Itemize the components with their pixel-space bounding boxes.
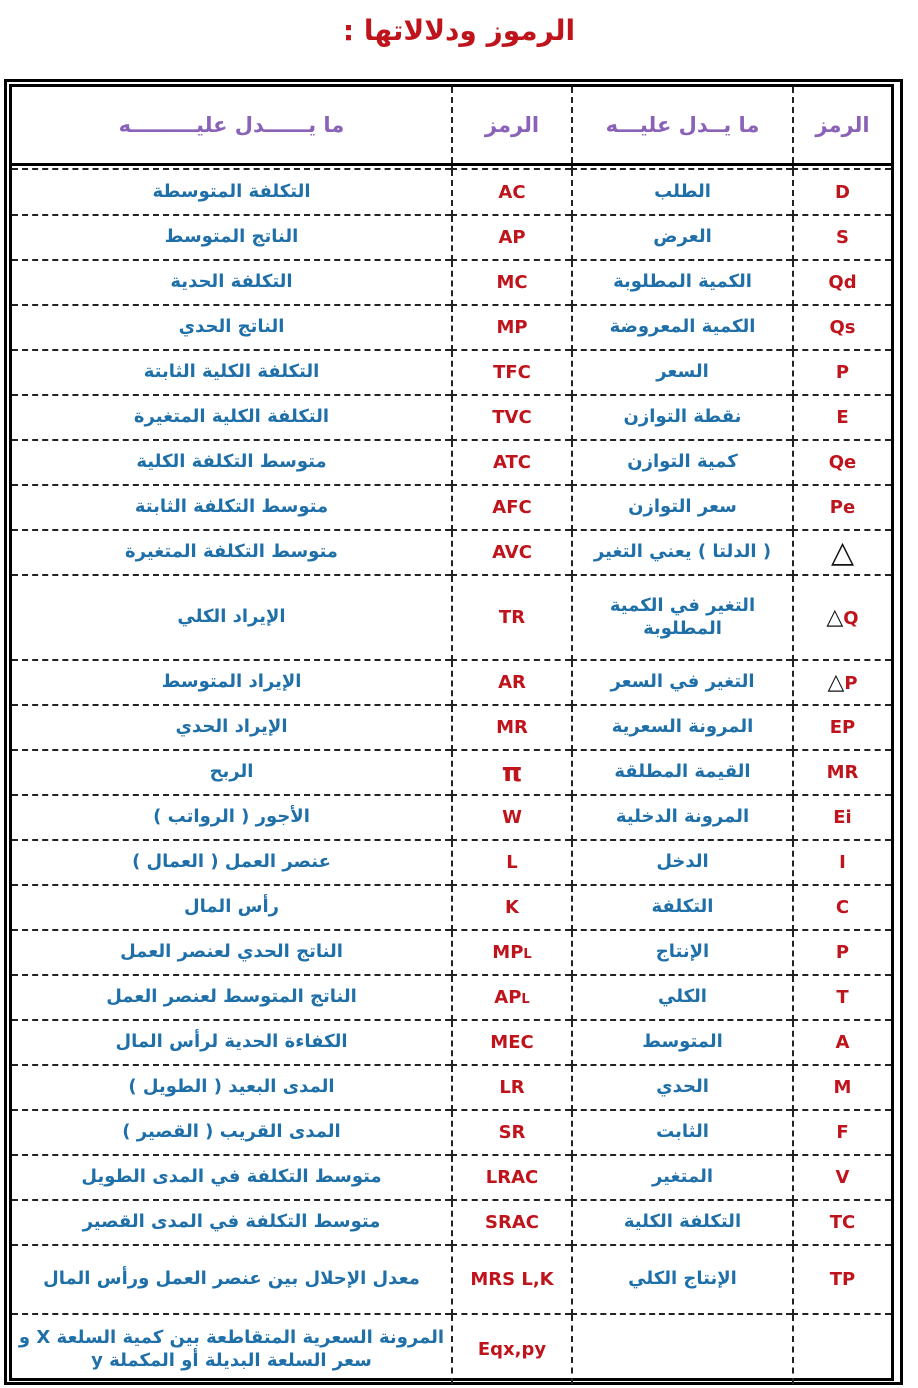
- symbol-left-cell: MRS L,K: [452, 1245, 572, 1314]
- header-symbol-right: الرمز: [793, 87, 891, 164]
- symbol-left-cell: MPL: [452, 930, 572, 975]
- symbol-left-cell: MP: [452, 305, 572, 350]
- page-title: الرموز ودلالاتها :: [342, 14, 576, 47]
- symbol-left-cell: AFC: [452, 485, 572, 530]
- table-row: [12, 750, 891, 795]
- meaning-left-cell: رأس المال: [12, 885, 452, 930]
- meaning-left-cell: الأجور ( الرواتب ): [12, 795, 452, 840]
- meaning-right-cell: الإنتاج: [572, 930, 793, 975]
- meaning-left-cell: الربح: [12, 750, 452, 795]
- symbol-right-cell: V: [793, 1155, 891, 1200]
- table-row: [12, 885, 891, 930]
- symbol-right-cell: TP: [793, 1245, 891, 1314]
- table-row: [12, 215, 891, 260]
- meaning-right-cell: المرونة السعرية: [572, 705, 793, 750]
- symbol-left-cell: Eqx,py: [452, 1314, 572, 1384]
- symbol-right-cell: Ei: [793, 795, 891, 840]
- symbol-right-cell: MR: [793, 750, 891, 795]
- meaning-right-cell: سعر التوازن: [572, 485, 793, 530]
- table-row: [12, 1110, 891, 1155]
- table-row: [12, 485, 891, 530]
- meaning-left-cell: المدى القريب ( القصير ): [12, 1110, 452, 1155]
- table-row: [12, 930, 891, 975]
- symbol-right-cell: △Q: [793, 575, 891, 660]
- meaning-left-cell: الناتج المتوسط لعنصر العمل: [12, 975, 452, 1020]
- symbol-left-cell: AC: [452, 169, 572, 215]
- table-row: [12, 1155, 891, 1200]
- symbol-left-cell: π: [452, 750, 572, 795]
- meaning-left-cell: المرونة السعرية المتقاطعة بين كمية السلعة X و سعر السلعة البديلة أو المكملة y: [18, 1327, 445, 1371]
- symbol-right-cell: D: [793, 169, 891, 215]
- symbol-right-cell: I: [793, 840, 891, 885]
- header-meaning-left: ما يــــــدل عليـــــــــه: [12, 87, 452, 164]
- meaning-right-cell: التكلفة: [572, 885, 793, 930]
- symbol-left-cell: ATC: [452, 440, 572, 485]
- symbol-left-cell: L: [452, 840, 572, 885]
- table-row: [12, 1020, 891, 1065]
- symbol-right-cell: P: [793, 930, 891, 975]
- symbol-right-cell: A: [793, 1020, 891, 1065]
- table-row: [12, 1065, 891, 1110]
- table-row: [12, 660, 891, 705]
- meaning-right-cell: الثابت: [572, 1110, 793, 1155]
- table-row: [12, 795, 891, 840]
- meaning-right-cell: المتوسط: [572, 1020, 793, 1065]
- meaning-right-cell: كمية التوازن: [572, 440, 793, 485]
- symbol-left-cell: LR: [452, 1065, 572, 1110]
- symbol-right-cell: Qs: [793, 305, 891, 350]
- header-meaning-right: ما يــدل عليـــه: [572, 87, 793, 164]
- symbol-left-cell: MEC: [452, 1020, 572, 1065]
- meaning-right-cell: التغير في الكمية المطلوبة: [572, 575, 793, 660]
- symbol-right-cell: [793, 1314, 891, 1384]
- meaning-right-cell: التكلفة الكلية: [572, 1200, 793, 1245]
- meaning-right-cell: [572, 1314, 793, 1384]
- meaning-left-cell: متوسط التكلفة في المدى القصير: [12, 1200, 452, 1245]
- meaning-right-cell: المتغير: [572, 1155, 793, 1200]
- symbol-right-cell: EP: [793, 705, 891, 750]
- symbol-right-cell: M: [793, 1065, 891, 1110]
- meaning-right-cell: نقطة التوازن: [572, 395, 793, 440]
- table-header-row: [12, 87, 891, 164]
- meaning-left-cell: الناتج الحدي لعنصر العمل: [12, 930, 452, 975]
- meaning-left-cell: عنصر العمل ( العمال ): [12, 840, 452, 885]
- symbol-left-cell: AR: [452, 660, 572, 705]
- meaning-left-cell: التكلفة الكلية المتغيرة: [12, 395, 452, 440]
- meaning-left-cell: الإيراد الحدي: [12, 705, 452, 750]
- meaning-left-cell: الناتج المتوسط: [12, 215, 452, 260]
- symbol-right-cell: E: [793, 395, 891, 440]
- symbol-left-cell: SRAC: [452, 1200, 572, 1245]
- meaning-left-cell: الإيراد المتوسط: [12, 660, 452, 705]
- table-row: [12, 169, 891, 215]
- meaning-left-cell: التكلفة المتوسطة: [12, 169, 452, 215]
- meaning-right-cell: الكمية المطلوبة: [572, 260, 793, 305]
- meaning-right-cell: الإنتاج الكلي: [572, 1245, 793, 1314]
- symbol-left-cell: W: [452, 795, 572, 840]
- meaning-left-cell: المدى البعيد ( الطويل ): [12, 1065, 452, 1110]
- symbol-left-cell: SR: [452, 1110, 572, 1155]
- meaning-right-cell: المرونة الدخلية: [572, 795, 793, 840]
- meaning-right-cell: السعر: [572, 350, 793, 395]
- symbol-right-cell: S: [793, 215, 891, 260]
- symbol-left-cell: MR: [452, 705, 572, 750]
- table-row: [12, 395, 891, 440]
- header-symbol-left: الرمز: [452, 87, 572, 164]
- meaning-right-cell: ( الدلتا ) يعني التغير: [572, 530, 793, 575]
- meaning-right-cell: الحدي: [572, 1065, 793, 1110]
- table-row: [12, 350, 891, 395]
- symbol-left-cell: TVC: [452, 395, 572, 440]
- symbol-left-cell: MC: [452, 260, 572, 305]
- table-row: [12, 530, 891, 575]
- symbol-right-cell: △P: [793, 660, 891, 705]
- meaning-right-cell: التغير في السعر: [572, 660, 793, 705]
- meaning-left-cell: التكلفة الحدية: [12, 260, 452, 305]
- symbol-right-cell: △: [793, 530, 891, 575]
- table-row: [12, 975, 891, 1020]
- meaning-right-cell: الطلب: [572, 169, 793, 215]
- meaning-left-cell: معدل الإحلال بين عنصر العمل ورأس المال: [12, 1245, 452, 1314]
- symbol-right-cell: Qd: [793, 260, 891, 305]
- symbol-left-cell: APL: [452, 975, 572, 1020]
- table-row: [12, 840, 891, 885]
- symbol-left-cell: AVC: [452, 530, 572, 575]
- meaning-left-cell: متوسط التكلفة في المدى الطويل: [12, 1155, 452, 1200]
- meaning-left-cell: الكفاءة الحدية لرأس المال: [12, 1020, 452, 1065]
- symbol-right-cell: F: [793, 1110, 891, 1155]
- meaning-right-cell: الكمية المعروضة: [572, 305, 793, 350]
- meaning-left-cell: متوسط التكلفة المتغيرة: [12, 530, 452, 575]
- symbol-left-cell: K: [452, 885, 572, 930]
- table-row: [12, 305, 891, 350]
- symbol-right-cell: TC: [793, 1200, 891, 1245]
- symbol-right-cell: Pe: [793, 485, 891, 530]
- table-row: [12, 260, 891, 305]
- table-row: [12, 1245, 891, 1314]
- symbol-right-cell: Qe: [793, 440, 891, 485]
- meaning-left-cell: الإيراد الكلي: [12, 575, 452, 660]
- symbol-left-cell: TFC: [452, 350, 572, 395]
- table-row: [12, 1314, 891, 1384]
- meaning-left-cell: الناتج الحدي: [12, 305, 452, 350]
- symbol-left-cell: LRAC: [452, 1155, 572, 1200]
- symbol-right-cell: T: [793, 975, 891, 1020]
- symbols-table: [12, 87, 891, 1384]
- delta-icon: △: [827, 670, 845, 695]
- meaning-left-cell: التكلفة الكلية الثابتة: [12, 350, 452, 395]
- symbol-right-cell: C: [793, 885, 891, 930]
- table-row: [12, 705, 891, 750]
- table-row: [12, 1200, 891, 1245]
- symbol-right-cell: P: [793, 350, 891, 395]
- delta-icon: △: [826, 605, 844, 630]
- symbol-left-cell: TR: [452, 575, 572, 660]
- meaning-right-cell: القيمة المطلقة: [572, 750, 793, 795]
- meaning-left-cell: متوسط التكلفة الثابتة: [12, 485, 452, 530]
- table-row: [12, 440, 891, 485]
- meaning-right-cell: الدخل: [572, 840, 793, 885]
- meaning-right-cell: الكلي: [572, 975, 793, 1020]
- table-row: [12, 575, 891, 660]
- meaning-right-cell: العرض: [572, 215, 793, 260]
- symbol-left-cell: AP: [452, 215, 572, 260]
- meaning-left-cell: متوسط التكلفة الكلية: [12, 440, 452, 485]
